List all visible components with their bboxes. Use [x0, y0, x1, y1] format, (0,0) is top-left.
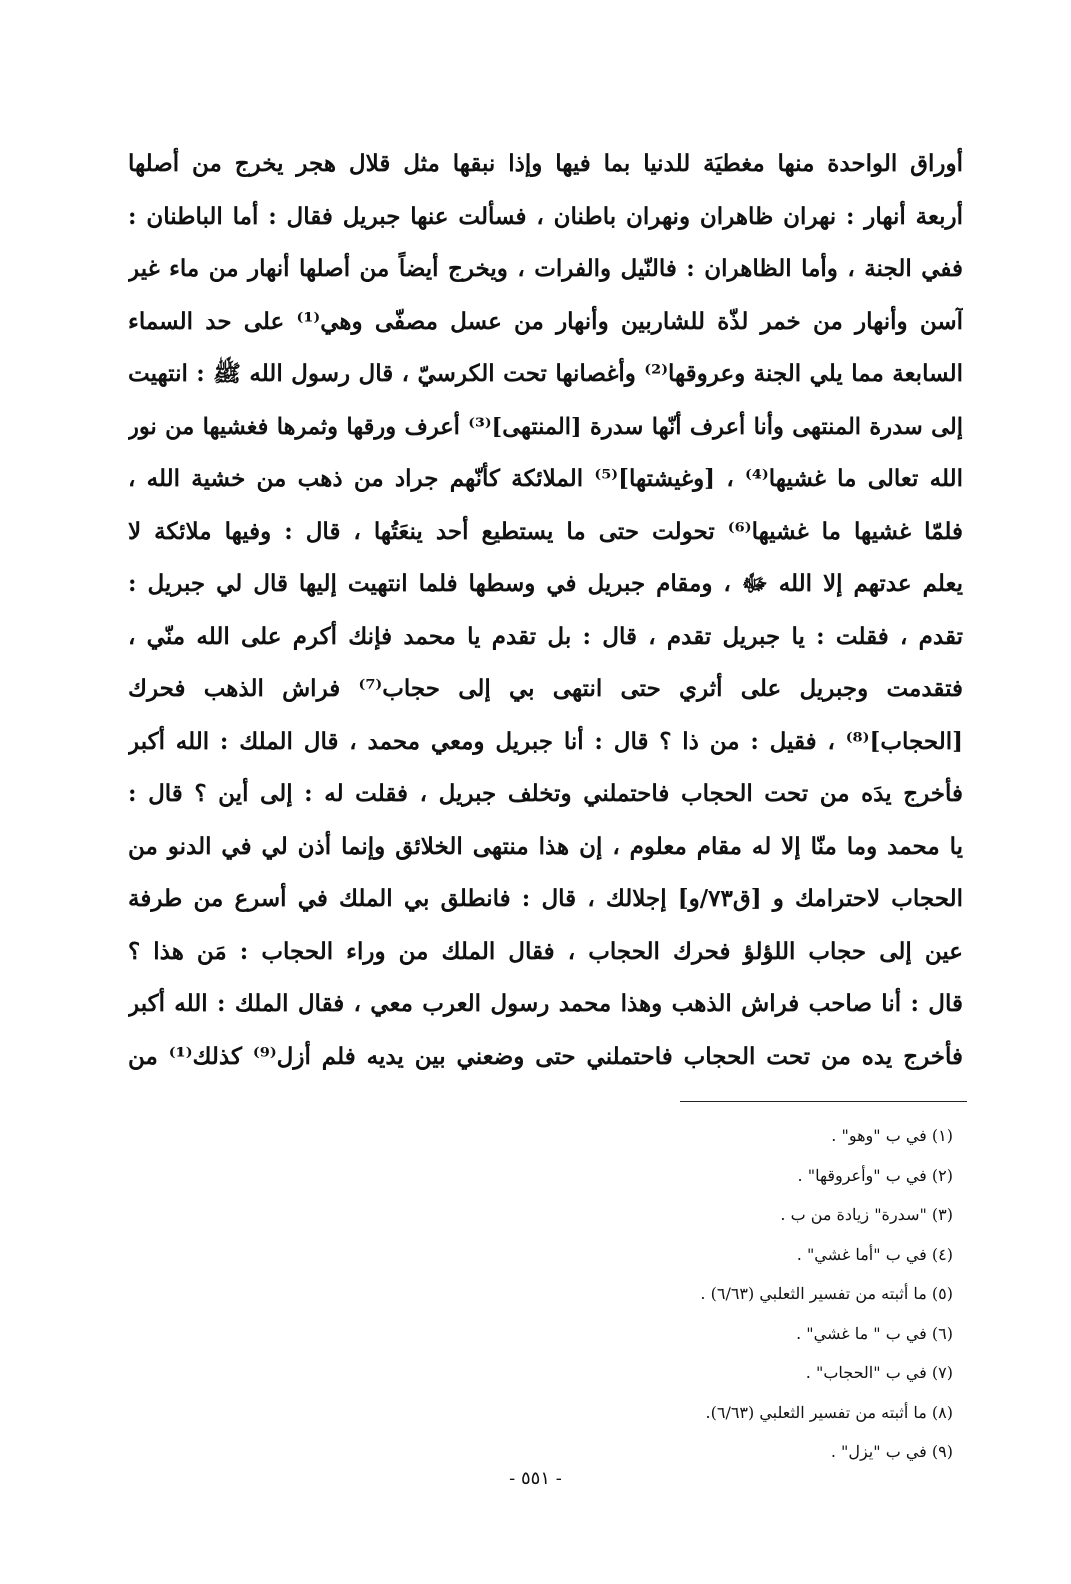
footnote-2: (٢) في ب "وأعروقها" . [797, 1165, 953, 1185]
footnote-6: (٦) في ب " ما غشي" . [796, 1323, 953, 1343]
footnote-7: (٧) في ب "الحجاب" . [805, 1363, 953, 1382]
body-line-15: الحجاب لاحترامك و [ق٧٣/و] إجلالك ، قال : فانطلق بي الملك في أسرع من طرفة [128, 885, 963, 912]
main-body-text [128, 138, 963, 1083]
body-line-11: فتقدمت وجبريل على أثري حتى انتهى بي إلى حجاب⁽⁷⁾ فراش الذهب فحرك [128, 675, 963, 702]
footnote-8: (٨) ما أثبته من تفسير الثعلبي (٦/٦٣). [705, 1402, 953, 1422]
footnote-4: (٤) في ب "أما غشي" . [796, 1244, 953, 1264]
body-line-5: السابعة مما يلي الجنة وعروقها⁽²⁾ وأغصانها تحت الكرسيّ ، قال رسول الله ﷺ : انتهيت [128, 360, 963, 387]
body-line-10: تقدم ، فقلت : يا جبريل تقدم ، قال : بل تقدم يا محمد فإنك أكرم على الله منّي ، [128, 622, 963, 650]
body-line-13: فأخرج يدَه من تحت الحجاب فاحتملني وتخلف جبريل ، فقلت له : إلى أين ؟ قال : [128, 780, 963, 807]
body-line-8: فلمّا غشيها ما غشيها⁽⁶⁾ تحولت حتى ما يستطيع أحد ينعَتُها ، قال : وفيها ملائكة لا [128, 517, 963, 545]
footnote-3: (٣) "سدرة" زيادة من ب . [780, 1205, 953, 1224]
footnote-1: (١) في ب "وهو" . [831, 1126, 953, 1145]
footnotes-list [533, 1116, 953, 1472]
page-number: - ٥٥١ - [509, 1468, 562, 1489]
body-line-14: يا محمد وما منّا إلا له مقام معلوم ، إن هذا منتهى الخلائق وإنما أذن لي في الدنو من [128, 832, 963, 860]
body-line-16: عين إلى حجاب اللؤلؤ فحرك الحجاب ، فقال الملك من وراء الحجاب : مَن هذا ؟ [128, 937, 963, 965]
body-line-17: قال : أنا صاحب فراش الذهب وهذا محمد رسول العرب معي ، فقال الملك : الله أكبر [128, 990, 963, 1017]
body-line-3: ففي الجنة ، وأما الظاهران : فالنّيل والفرات ، ويخرج أيضاً من أصلها أنهار من ماء غير [128, 255, 963, 282]
footnote-9: (٩) في ب "يزل" . [830, 1442, 953, 1461]
body-line-7: الله تعالى ما غشيها⁽⁴⁾ ، [وغيشتها]⁽⁵⁾ الملائكة كأنّهم جراد من ذهب من خشية الله ، [128, 465, 963, 492]
body-line-12: [الحجاب]⁽⁸⁾ ، فقيل : من ذا ؟ قال : أنا جبريل ومعي محمد ، قال الملك : الله أكبر [128, 727, 963, 755]
body-line-1: أوراق الواحدة منها مغطيَة للدنيا بما فيها وإذا نبقها مثل قلال هجر يخرج من أصلها [128, 150, 963, 177]
body-line-2: أربعة أنهار : نهران ظاهران ونهران باطنان ، فسألت عنها جبريل فقال : أما الباطنان : [128, 202, 963, 230]
body-line-9: يعلم عدتهم إلا الله ﷻ ، ومقام جبريل في وسطها فلما انتهيت إليها قال لي جبريل : [128, 570, 963, 597]
body-line-6: إلى سدرة المنتهى وأنا أعرف أنّها سدرة [المنتهى]⁽³⁾ أعرف ورقها وثمرها فغشيها من نور [128, 413, 963, 440]
body-line-18: فأخرج يده من تحت الحجاب فاحتملني حتى وضعني بين يديه فلم أزل⁽⁹⁾ كذلك⁽¹⁾ من [128, 1042, 963, 1070]
footnote-separator-rule [680, 1101, 967, 1102]
footnote-5: (٥) ما أثبته من تفسير الثعلبي (٦/٦٣) . [700, 1284, 953, 1303]
body-line-4: آسن وأنهار من خمر لذّة للشاربين وأنهار من عسل مصفّى وهي⁽¹⁾ على حد السماء [128, 307, 963, 335]
